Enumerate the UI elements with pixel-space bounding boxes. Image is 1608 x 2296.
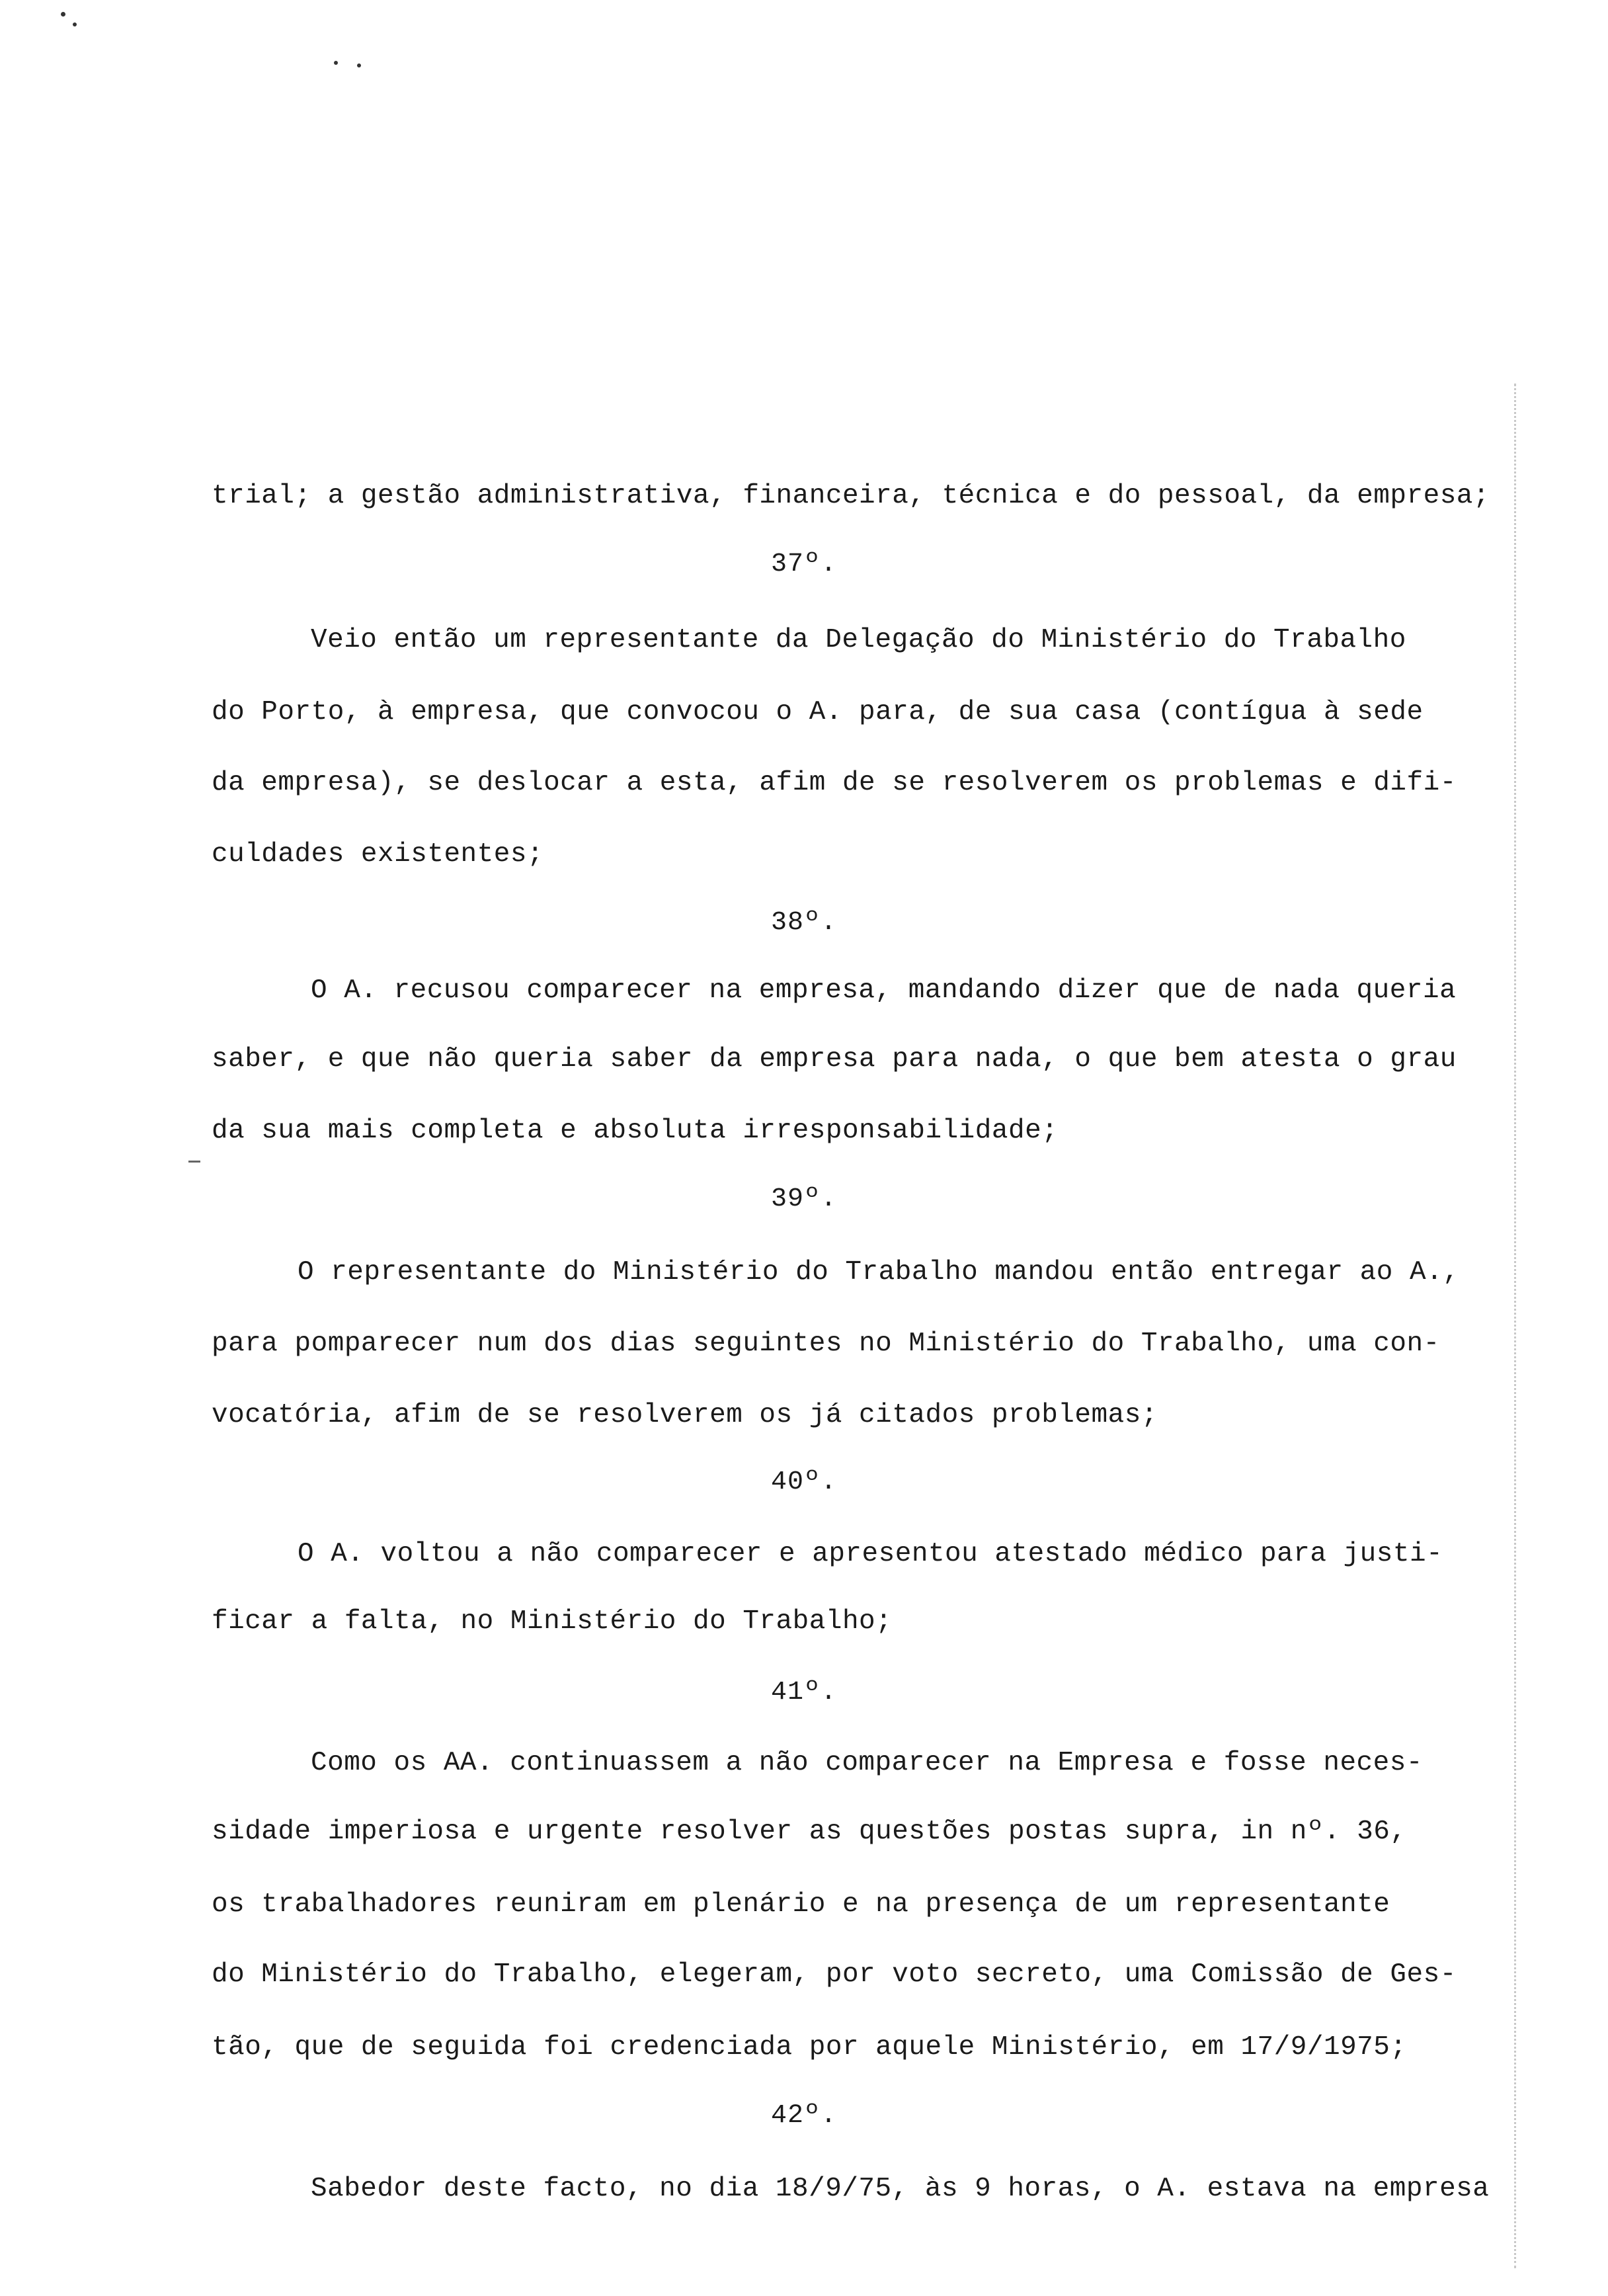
article-number: 37º.: [770, 550, 837, 579]
text-line: O A. voltou a não comparecer e apresentou atestado médico para justi-: [298, 1539, 1443, 1569]
text-line: sidade imperiosa e urgente resolver as questões postas supra, in nº. 36,: [212, 1817, 1407, 1847]
text-line: Veio então um representante da Delegação do Ministério do Trabalho: [311, 625, 1406, 655]
text-line: O representante do Ministério do Trabalho mandou então entregar ao A.,: [298, 1257, 1460, 1288]
text-line: os trabalhadores reuniram em plenário e na presença de um representante: [212, 1889, 1390, 1920]
text-line: para pomparecer num dos dias seguintes no Ministério do Trabalho, uma con-: [212, 1329, 1440, 1359]
article-number: 40º.: [770, 1467, 837, 1497]
text-line: culdades existentes;: [212, 839, 544, 870]
margin-mark: [188, 1161, 200, 1163]
article-number: 41º.: [770, 1678, 837, 1707]
ink-speck: [73, 22, 77, 26]
text-line: do Ministério do Trabalho, elegeram, por voto secreto, uma Comissão de Ges-: [212, 1959, 1457, 1990]
ink-speck: [61, 12, 65, 17]
text-line: tão, que de seguida foi credenciada por aquele Ministério, em 17/9/1975;: [212, 2032, 1407, 2063]
text-line: vocatória, afim de se resolverem os já citados problemas;: [212, 1400, 1158, 1430]
text-line: da sua mais completa e absoluta irresponsabilidade;: [212, 1116, 1059, 1146]
text-line: do Porto, à empresa, que convocou o A. para, de sua casa (contígua à sede: [212, 697, 1424, 727]
article-number: 38º.: [770, 908, 837, 938]
ink-speck: [334, 61, 338, 65]
text-line: saber, e que não queria saber da empresa para nada, o que bem atesta o grau: [212, 1044, 1457, 1075]
text-line: Sabedor deste facto, no dia 18/9/75, às 9 horas, o A. estava na empresa: [311, 2174, 1490, 2204]
article-number: 39º.: [770, 1184, 837, 1214]
article-number: 42º.: [770, 2101, 837, 2131]
text-line: O A. recusou comparecer na empresa, mandando dizer que de nada queria: [311, 975, 1457, 1006]
text-line: Como os AA. continuassem a não comparecer na Empresa e fosse neces-: [311, 1748, 1423, 1778]
ink-speck: [357, 63, 361, 67]
text-line: ficar a falta, no Ministério do Trabalho;: [212, 1606, 893, 1637]
text-line: da empresa), se deslocar a esta, afim de se resolverem os problemas e difi-: [212, 768, 1457, 798]
text-line: trial; a gestão administrativa, financeira, técnica e do pessoal, da empresa;: [212, 481, 1490, 511]
